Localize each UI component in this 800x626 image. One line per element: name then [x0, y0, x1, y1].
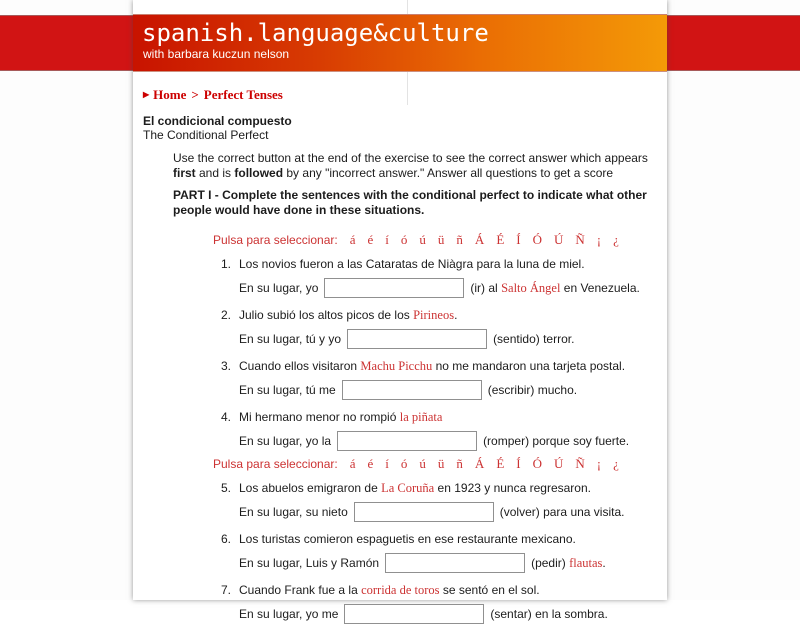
text-segment: first [173, 166, 196, 180]
breadcrumb [143, 88, 653, 101]
accent-char-button[interactable]: á [349, 232, 356, 247]
accent-char-button[interactable]: É [496, 232, 505, 247]
text-segment: (sentar) en la sombra. [490, 607, 608, 621]
accent-char-button[interactable]: ¡ [596, 232, 602, 247]
main-content [133, 0, 667, 626]
page-title-block [143, 114, 653, 142]
question-number: 2. [221, 308, 232, 322]
answer-suffix [493, 332, 574, 346]
answer-input[interactable] [347, 329, 487, 349]
answer-prompt: En su lugar, yo me [239, 607, 339, 621]
answer-prompt: En su lugar, su nieto [239, 505, 348, 519]
answer-input[interactable] [354, 502, 494, 522]
topic-link[interactable]: flautas [569, 555, 603, 570]
accent-char-button[interactable]: Ú [554, 232, 564, 247]
text-segment: and is [195, 166, 235, 180]
question-item [221, 359, 653, 402]
page-title-spanish: El condicional compuesto [143, 114, 292, 128]
answer-prompt: En su lugar, tú me [239, 383, 336, 397]
accent-char-button[interactable]: ¿ [613, 232, 619, 247]
text-segment: no me mandaron una tarjeta postal. [432, 359, 626, 373]
topic-link[interactable]: La Coruña [381, 481, 435, 495]
answer-line [221, 500, 653, 524]
breadcrumb-separator: > [191, 87, 199, 102]
accent-selector-bar [213, 456, 653, 473]
text-segment: followed [234, 166, 284, 180]
breadcrumb-arrow-icon: ▶ [143, 90, 150, 99]
question-sentence [239, 481, 591, 495]
text-segment: (pedir) [531, 555, 570, 570]
topic-link[interactable]: la piñata [399, 410, 443, 424]
question-sentence [239, 583, 540, 597]
question-sentence-line [221, 410, 653, 425]
answer-line [221, 602, 653, 626]
accent-char-button[interactable]: ú [419, 456, 426, 471]
question-list-part-a [143, 257, 653, 453]
accent-char-button[interactable]: ü [437, 232, 445, 247]
accent-char-button[interactable]: ó [400, 456, 408, 471]
answer-input[interactable] [324, 278, 464, 298]
breadcrumb-current-link[interactable]: Perfect Tenses [203, 87, 283, 102]
question-item [221, 532, 653, 575]
answer-line [221, 327, 653, 351]
answer-suffix [531, 556, 606, 571]
answer-suffix [490, 607, 607, 621]
accent-char-button[interactable]: Á [474, 456, 485, 471]
text-segment: Los abuelos emigraron de [239, 481, 382, 495]
text-segment: . [454, 308, 458, 322]
accent-char-button[interactable]: Ó [532, 232, 542, 247]
accent-char-button[interactable]: ü [437, 456, 445, 471]
topic-link[interactable]: Salto Ángel [501, 280, 561, 295]
accent-char-button[interactable]: Í [516, 456, 521, 471]
text-segment: Use the correct button at the end of the exercise to see the correct answer which appears [173, 151, 648, 165]
question-sentence [239, 532, 576, 546]
question-sentence [239, 257, 585, 271]
accent-char-button[interactable]: É [496, 456, 505, 471]
answer-input[interactable] [344, 604, 484, 624]
question-number: 7. [221, 583, 232, 597]
answer-line [221, 429, 653, 453]
accent-char-button[interactable]: í [385, 232, 389, 247]
text-segment: (romper) porque soy fuerte. [483, 434, 630, 448]
question-sentence [239, 308, 457, 322]
accent-selector-bar [213, 232, 653, 249]
question-item [221, 583, 653, 626]
text-segment: en 1923 y nunca regresaron. [434, 481, 591, 495]
text-segment: (escribir) mucho. [487, 383, 578, 397]
accent-char-button[interactable]: á [349, 456, 356, 471]
text-segment: Cuando Frank fue a la [239, 583, 362, 597]
accent-char-button[interactable]: Ñ [575, 456, 585, 471]
accent-char-button[interactable]: ñ [456, 232, 463, 247]
content-column [133, 0, 667, 621]
accent-char-button[interactable]: Ú [554, 456, 564, 471]
accent-char-button[interactable]: ú [419, 232, 426, 247]
accent-char-button[interactable]: ó [400, 232, 408, 247]
accent-char-row [338, 457, 619, 471]
site-title: spanish.language&culture [142, 19, 489, 47]
accent-selector-label: Pulsa para seleccionar: [213, 233, 338, 247]
question-sentence-line [221, 583, 653, 598]
question-number: 6. [221, 532, 232, 546]
text-segment: . [602, 555, 606, 570]
question-item [221, 257, 653, 300]
question-sentence-line [221, 257, 653, 272]
question-number: 3. [221, 359, 232, 373]
accent-char-button[interactable]: Í [516, 232, 521, 247]
question-list-part-b [143, 481, 653, 626]
answer-input[interactable] [337, 431, 477, 451]
topic-link[interactable]: Machu Picchu [360, 359, 433, 373]
answer-line [221, 551, 653, 575]
text-segment: by any "incorrect answer." Answer all questions to get a score [283, 166, 614, 180]
text-segment: en Venezuela. [560, 280, 640, 295]
question-sentence-line [221, 481, 653, 496]
answer-prompt: En su lugar, Luis y Ramón [239, 556, 380, 570]
text-segment: Los novios fueron a las Cataratas de Niàgra para la luna de miel. [239, 257, 585, 271]
question-sentence [239, 410, 442, 424]
question-sentence-line [221, 532, 653, 547]
answer-suffix [488, 383, 577, 397]
accent-char-button[interactable]: ñ [456, 456, 463, 471]
answer-suffix [483, 434, 629, 448]
answer-suffix [500, 505, 625, 519]
text-segment: Cuando ellos visitaron [239, 359, 361, 373]
text-segment: Mi hermano menor no rompió [239, 410, 400, 424]
text-segment: Los turistas comieron espaguetis en ese restaurante mexicano. [239, 532, 576, 546]
text-segment: (ir) al [470, 280, 502, 295]
answer-input[interactable] [342, 380, 482, 400]
answer-suffix [470, 281, 639, 296]
question-number: 1. [221, 257, 232, 271]
accent-char-button[interactable]: Ñ [575, 232, 585, 247]
accent-char-button[interactable]: Á [474, 232, 485, 247]
exercise-instructions [173, 151, 653, 181]
question-sentence-line [221, 359, 653, 374]
page-title-english: The Conditional Perfect [143, 128, 269, 142]
question-item [221, 410, 653, 453]
text-segment: (sentido) terror. [493, 332, 575, 346]
answer-prompt: En su lugar, yo la [239, 434, 332, 448]
text-segment: Julio subió los altos picos de los [239, 308, 414, 322]
answer-input[interactable] [385, 553, 525, 573]
question-number: 4. [221, 410, 232, 424]
text-segment: se sentó en el sol. [439, 583, 540, 597]
text-segment: (volver) para una visita. [499, 505, 625, 519]
question-number: 5. [221, 481, 232, 495]
topic-link[interactable]: corrida de toros [361, 583, 440, 597]
question-item [221, 308, 653, 351]
answer-prompt: En su lugar, tú y yo [239, 332, 342, 346]
topic-link[interactable]: Pirineos [413, 308, 455, 322]
accent-char-row [338, 233, 619, 247]
accent-selector-label: Pulsa para seleccionar: [213, 457, 338, 471]
accent-char-button[interactable]: í [385, 456, 389, 471]
answer-line [221, 276, 653, 300]
part1-heading: PART I - Complete the sentences with the conditional perfect to indicate what other people would have done in these situations. [173, 188, 647, 217]
answer-line [221, 378, 653, 402]
breadcrumb-home-link[interactable]: Home [153, 87, 187, 102]
accent-char-button[interactable]: é [367, 456, 374, 471]
question-sentence-line [221, 308, 653, 323]
accent-char-button[interactable]: Ó [532, 456, 542, 471]
accent-char-button[interactable]: ¿ [613, 456, 619, 471]
question-item [221, 481, 653, 524]
site-subtitle: with barbara kuczun nelson [143, 47, 290, 61]
accent-char-button[interactable]: é [367, 232, 374, 247]
answer-prompt: En su lugar, yo [239, 281, 319, 295]
question-sentence [239, 359, 625, 373]
accent-char-button[interactable]: ¡ [596, 456, 602, 471]
